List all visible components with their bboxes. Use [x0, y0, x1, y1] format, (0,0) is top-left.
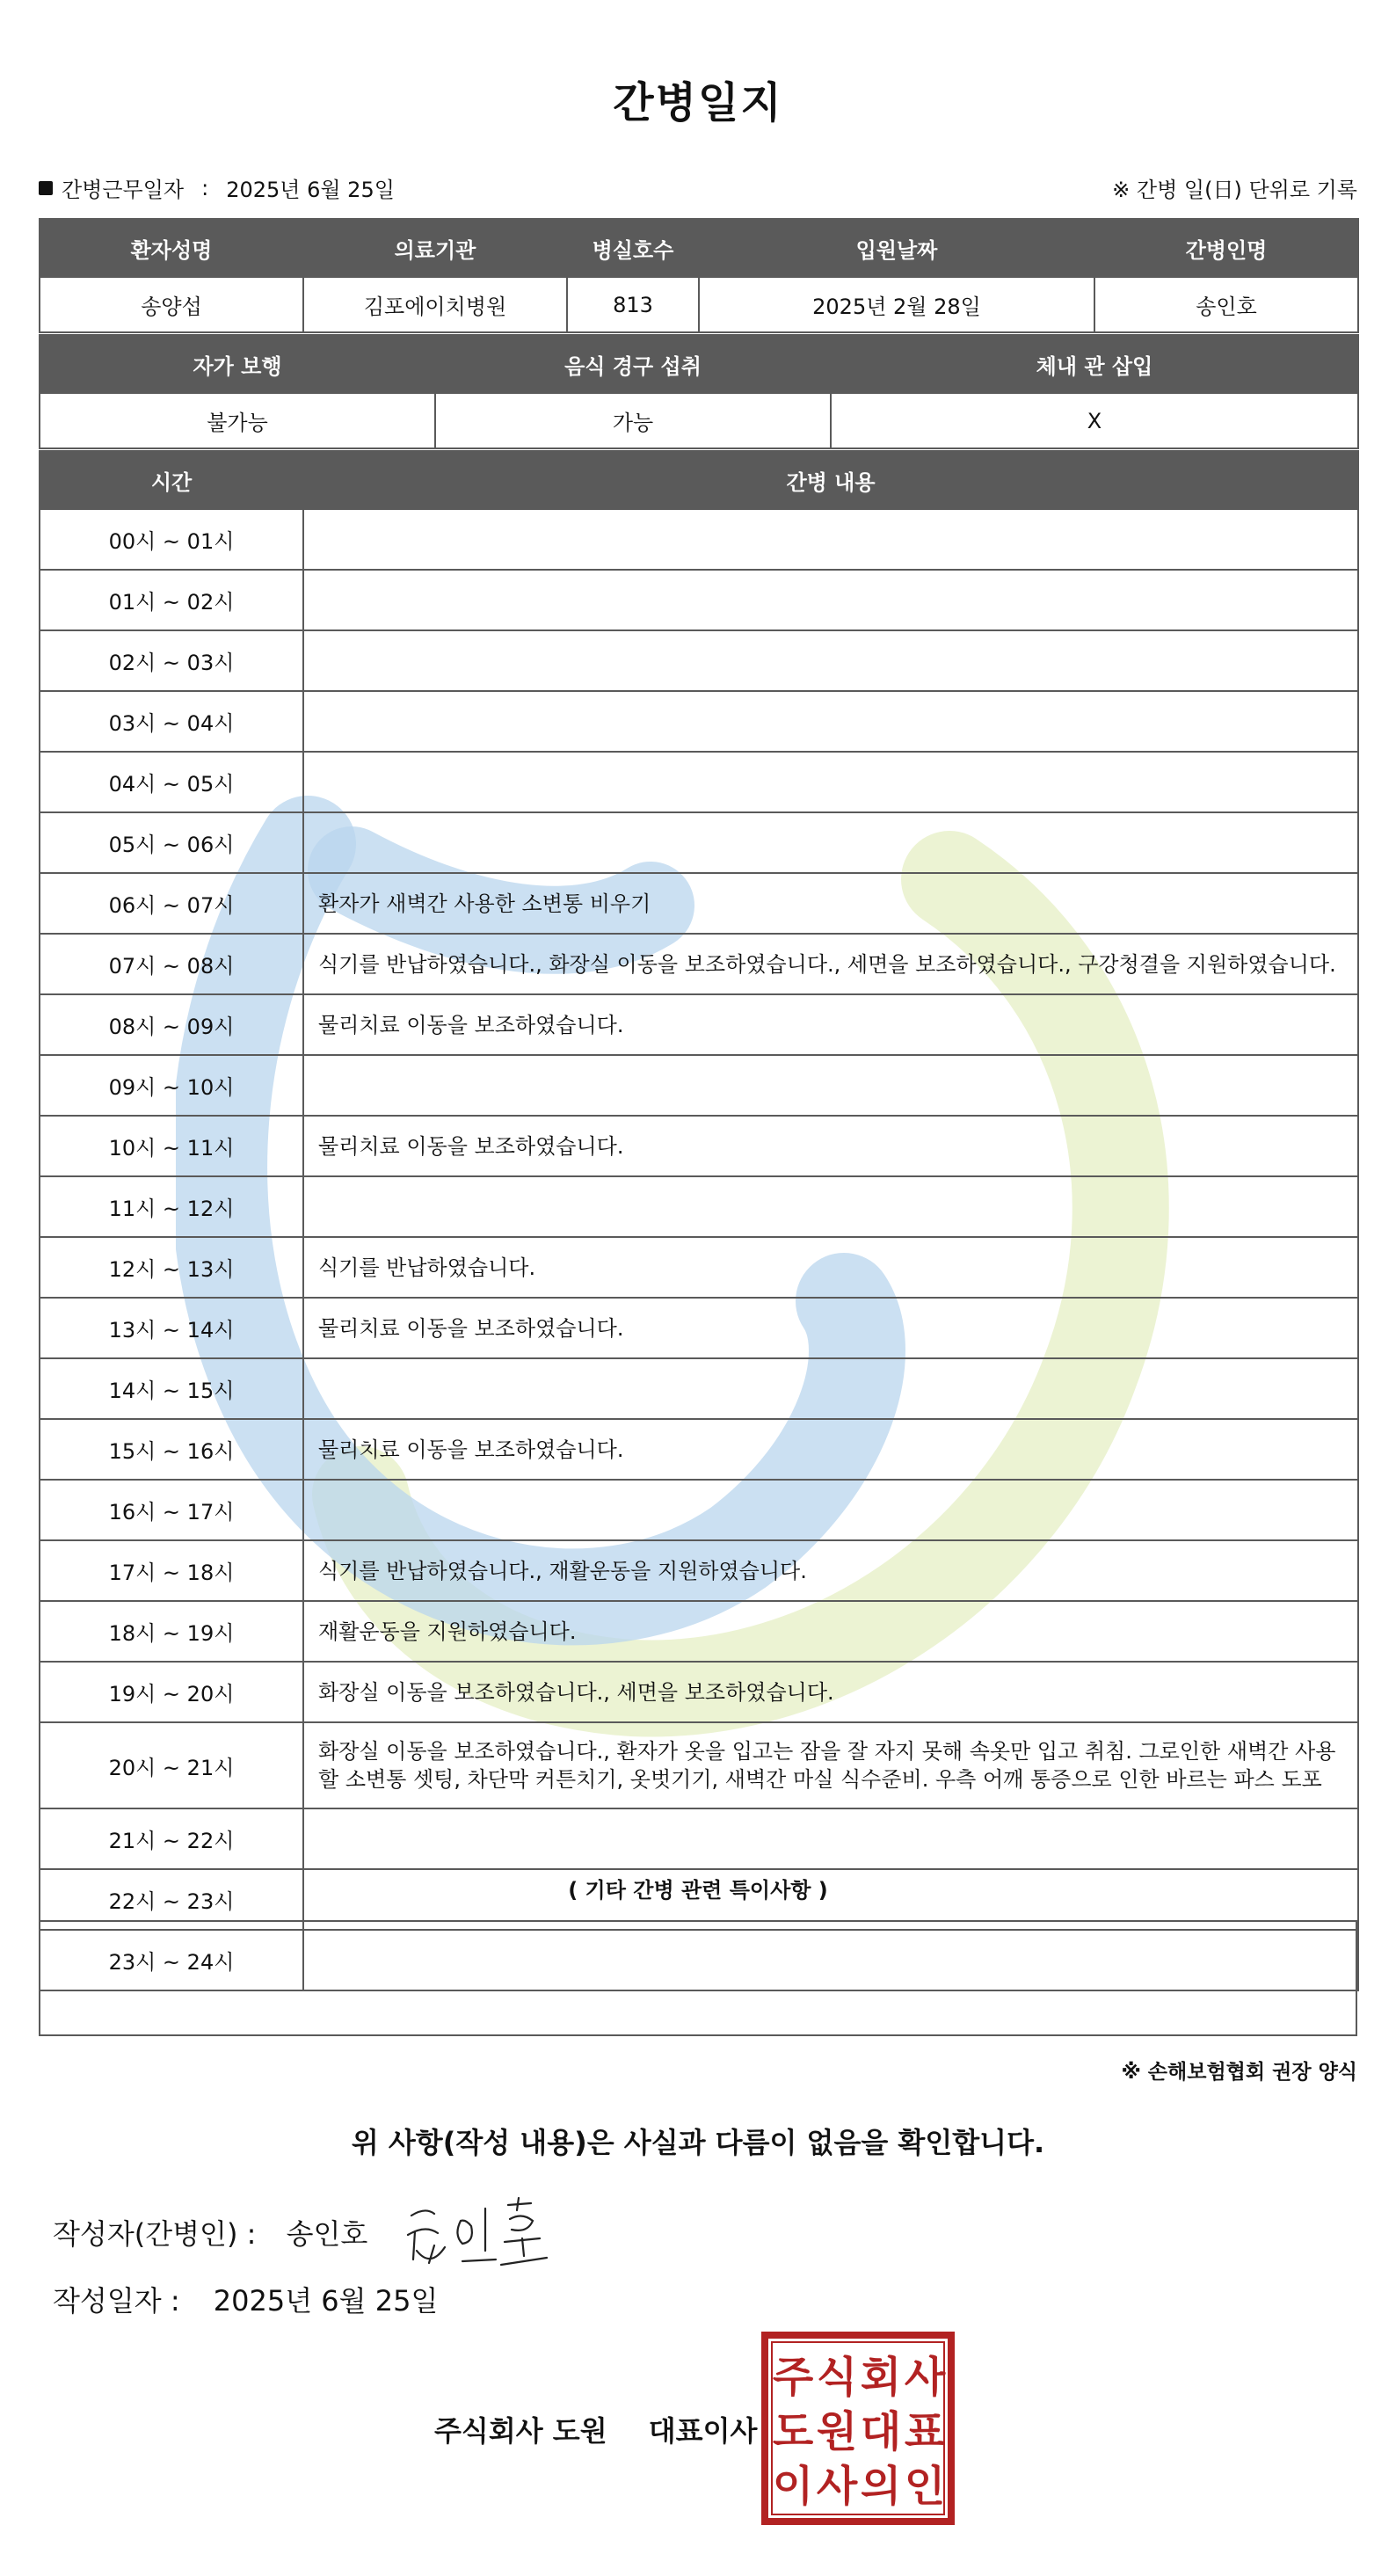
time-slot: 11시 ~ 12시 — [40, 1176, 303, 1237]
table-row — [40, 277, 1358, 332]
care-content: 화장실 이동을 보조하였습니다., 환자가 옷을 입고는 잠을 잘 자지 못해 속옷만 입고 취침. 그로인한 새벽간 사용할 소변통 셋팅, 차단막 커튼치기, 옷벗기기, 새벽간 마실 식수준비. 우측 어깨 통증으로 인한 바르는 파스 도포 — [303, 1722, 1358, 1808]
table-row — [40, 1358, 1358, 1419]
care-content: 식기를 반납하였습니다., 재활운동을 지원하였습니다. — [303, 1540, 1358, 1601]
work-date-label: 간병근무일자 — [62, 178, 185, 202]
header-oral-intake: 음식 경구 섭취 — [435, 335, 831, 393]
seal-character: 주 — [772, 2353, 814, 2402]
time-slot: 17시 ~ 18시 — [40, 1540, 303, 1601]
header-caregiver-name: 간병인명 — [1094, 219, 1358, 277]
care-content — [303, 812, 1358, 873]
time-slot: 07시 ~ 08시 — [40, 934, 303, 994]
table-row — [40, 509, 1358, 570]
care-content: 식기를 반납하였습니다., 화장실 이동을 보조하였습니다., 세면을 보조하였습니다., 구강청결을 지원하였습니다. — [303, 934, 1358, 994]
header-room: 병실호수 — [567, 219, 699, 277]
care-content — [303, 570, 1358, 630]
table-row — [40, 1808, 1358, 1869]
table-row — [40, 691, 1358, 752]
company-line — [434, 2409, 757, 2449]
time-slot: 21시 ~ 22시 — [40, 1808, 303, 1869]
written-date-line — [53, 2279, 438, 2319]
care-content — [303, 1055, 1358, 1116]
time-slot: 20시 ~ 21시 — [40, 1722, 303, 1808]
care-content: 물리치료 이동을 보조하였습니다. — [303, 1419, 1358, 1480]
table-row — [40, 1662, 1358, 1722]
table-row — [40, 1722, 1358, 1808]
table-row — [40, 1176, 1358, 1237]
handwritten-signature — [399, 2189, 557, 2277]
seal-character: 이 — [772, 2462, 814, 2511]
table-row — [40, 393, 1358, 448]
unit-note: ※ 간병 일(日) 단위로 기록 — [1112, 178, 1357, 202]
confirmation-statement: 위 사항(작성 내용)은 사실과 다름이 없음을 확인합니다. — [351, 2126, 1045, 2159]
header-tube: 체내 관 삽입 — [831, 335, 1358, 393]
work-date-separator: : — [201, 175, 209, 200]
time-slot: 15시 ~ 16시 — [40, 1419, 303, 1480]
writer-line — [53, 2212, 389, 2252]
table-row — [40, 934, 1358, 994]
care-content: 물리치료 이동을 보조하였습니다. — [303, 1116, 1358, 1176]
table-row — [40, 1116, 1358, 1176]
room-number: 813 — [567, 277, 699, 332]
time-slot: 22시 ~ 23시 — [40, 1869, 303, 1930]
care-content — [303, 752, 1358, 812]
notes-box — [39, 1920, 1357, 2036]
table-row — [40, 1480, 1358, 1540]
admission-date: 2025년 2월 28일 — [699, 277, 1094, 332]
patient-info-table — [39, 218, 1359, 333]
care-content — [303, 691, 1358, 752]
time-slot: 05시 ~ 06시 — [40, 812, 303, 873]
table-row — [40, 752, 1358, 812]
company-name: 주식회사 도원 — [434, 2414, 607, 2448]
time-slot: 10시 ~ 11시 — [40, 1116, 303, 1176]
seal-character: 인 — [904, 2462, 946, 2511]
table-row — [40, 1298, 1358, 1358]
header-time: 시간 — [40, 451, 303, 509]
table-row — [40, 570, 1358, 630]
care-content: 식기를 반납하였습니다. — [303, 1237, 1358, 1298]
header-admission-date: 입원날짜 — [699, 219, 1094, 277]
seal-character: 표 — [904, 2407, 946, 2456]
table-row — [40, 1540, 1358, 1601]
table-header-row — [40, 219, 1358, 277]
square-bullet-icon — [39, 181, 53, 195]
time-slot: 01시 ~ 02시 — [40, 570, 303, 630]
table-row — [40, 994, 1358, 1055]
time-slot: 00시 ~ 01시 — [40, 509, 303, 570]
header-walking: 자가 보행 — [40, 335, 435, 393]
care-content: 재활운동을 지원하였습니다. — [303, 1601, 1358, 1662]
time-slot: 18시 ~ 19시 — [40, 1601, 303, 1662]
care-content — [303, 1176, 1358, 1237]
seal-character: 도 — [772, 2407, 814, 2456]
seal-character: 의 — [860, 2462, 902, 2511]
table-header-row — [40, 451, 1358, 509]
care-content: 물리치료 이동을 보조하였습니다. — [303, 1298, 1358, 1358]
work-date-value: 2025년 6월 25일 — [226, 178, 395, 202]
care-content — [303, 1808, 1358, 1869]
care-content — [303, 1358, 1358, 1419]
writer-name: 송인호 — [286, 2217, 368, 2251]
recommendation-note: ※ 손해보험협회 권장 양식 — [1121, 2061, 1357, 2084]
time-slot: 19시 ~ 20시 — [40, 1662, 303, 1722]
time-slot: 13시 ~ 14시 — [40, 1298, 303, 1358]
notes-label: ( 기타 간병 관련 특이사항 ) — [568, 1878, 828, 1903]
written-date-value: 2025년 6월 25일 — [213, 2284, 439, 2318]
care-content — [303, 630, 1358, 691]
header-care-content: 간병 내용 — [303, 451, 1358, 509]
time-slot: 16시 ~ 17시 — [40, 1480, 303, 1540]
seal-character: 사 — [904, 2353, 946, 2402]
writer-label: 작성자(간병인) : — [53, 2217, 257, 2251]
seal-character: 원 — [816, 2407, 858, 2456]
table-row — [40, 1419, 1358, 1480]
table-header-row — [40, 335, 1358, 393]
walking-status: 불가능 — [40, 393, 435, 448]
seal-character: 회 — [860, 2353, 902, 2402]
time-slot: 23시 ~ 24시 — [40, 1930, 303, 1990]
time-slot: 02시 ~ 03시 — [40, 630, 303, 691]
company-title: 대표이사 — [648, 2414, 758, 2448]
page-title: 간병일지 — [613, 78, 783, 127]
table-row — [40, 630, 1358, 691]
patient-name: 송양섭 — [40, 277, 303, 332]
table-row — [40, 1237, 1358, 1298]
time-slot: 14시 ~ 15시 — [40, 1358, 303, 1419]
time-slot: 08시 ~ 09시 — [40, 994, 303, 1055]
time-slot: 03시 ~ 04시 — [40, 691, 303, 752]
tube-status: X — [831, 393, 1358, 448]
oral-intake-status: 가능 — [435, 393, 831, 448]
care-content — [303, 1480, 1358, 1540]
seal-character: 식 — [816, 2353, 858, 2402]
seal-character: 대 — [860, 2407, 902, 2456]
header-patient-name: 환자성명 — [40, 219, 303, 277]
table-row — [40, 873, 1358, 934]
table-row — [40, 1055, 1358, 1116]
care-log-table — [39, 450, 1359, 1991]
seal-character: 사 — [816, 2462, 858, 2511]
written-date-label: 작성일자 : — [53, 2284, 180, 2318]
company-seal-stamp — [760, 2330, 956, 2527]
care-content: 화장실 이동을 보조하였습니다., 세면을 보조하였습니다. — [303, 1662, 1358, 1722]
care-content: 환자가 새벽간 사용한 소변통 비우기 — [303, 873, 1358, 934]
time-slot: 09시 ~ 10시 — [40, 1055, 303, 1116]
header-hospital: 의료기관 — [303, 219, 567, 277]
time-slot: 04시 ~ 05시 — [40, 752, 303, 812]
care-content — [303, 509, 1358, 570]
table-row — [40, 1601, 1358, 1662]
work-date — [39, 172, 395, 203]
time-slot: 12시 ~ 13시 — [40, 1237, 303, 1298]
patient-status-table — [39, 334, 1359, 449]
care-content: 물리치료 이동을 보조하였습니다. — [303, 994, 1358, 1055]
time-slot: 06시 ~ 07시 — [40, 873, 303, 934]
table-row — [40, 812, 1358, 873]
caregiver-name: 송인호 — [1094, 277, 1358, 332]
care-log-body — [40, 509, 1358, 1990]
hospital-name: 김포에이치병원 — [303, 277, 567, 332]
